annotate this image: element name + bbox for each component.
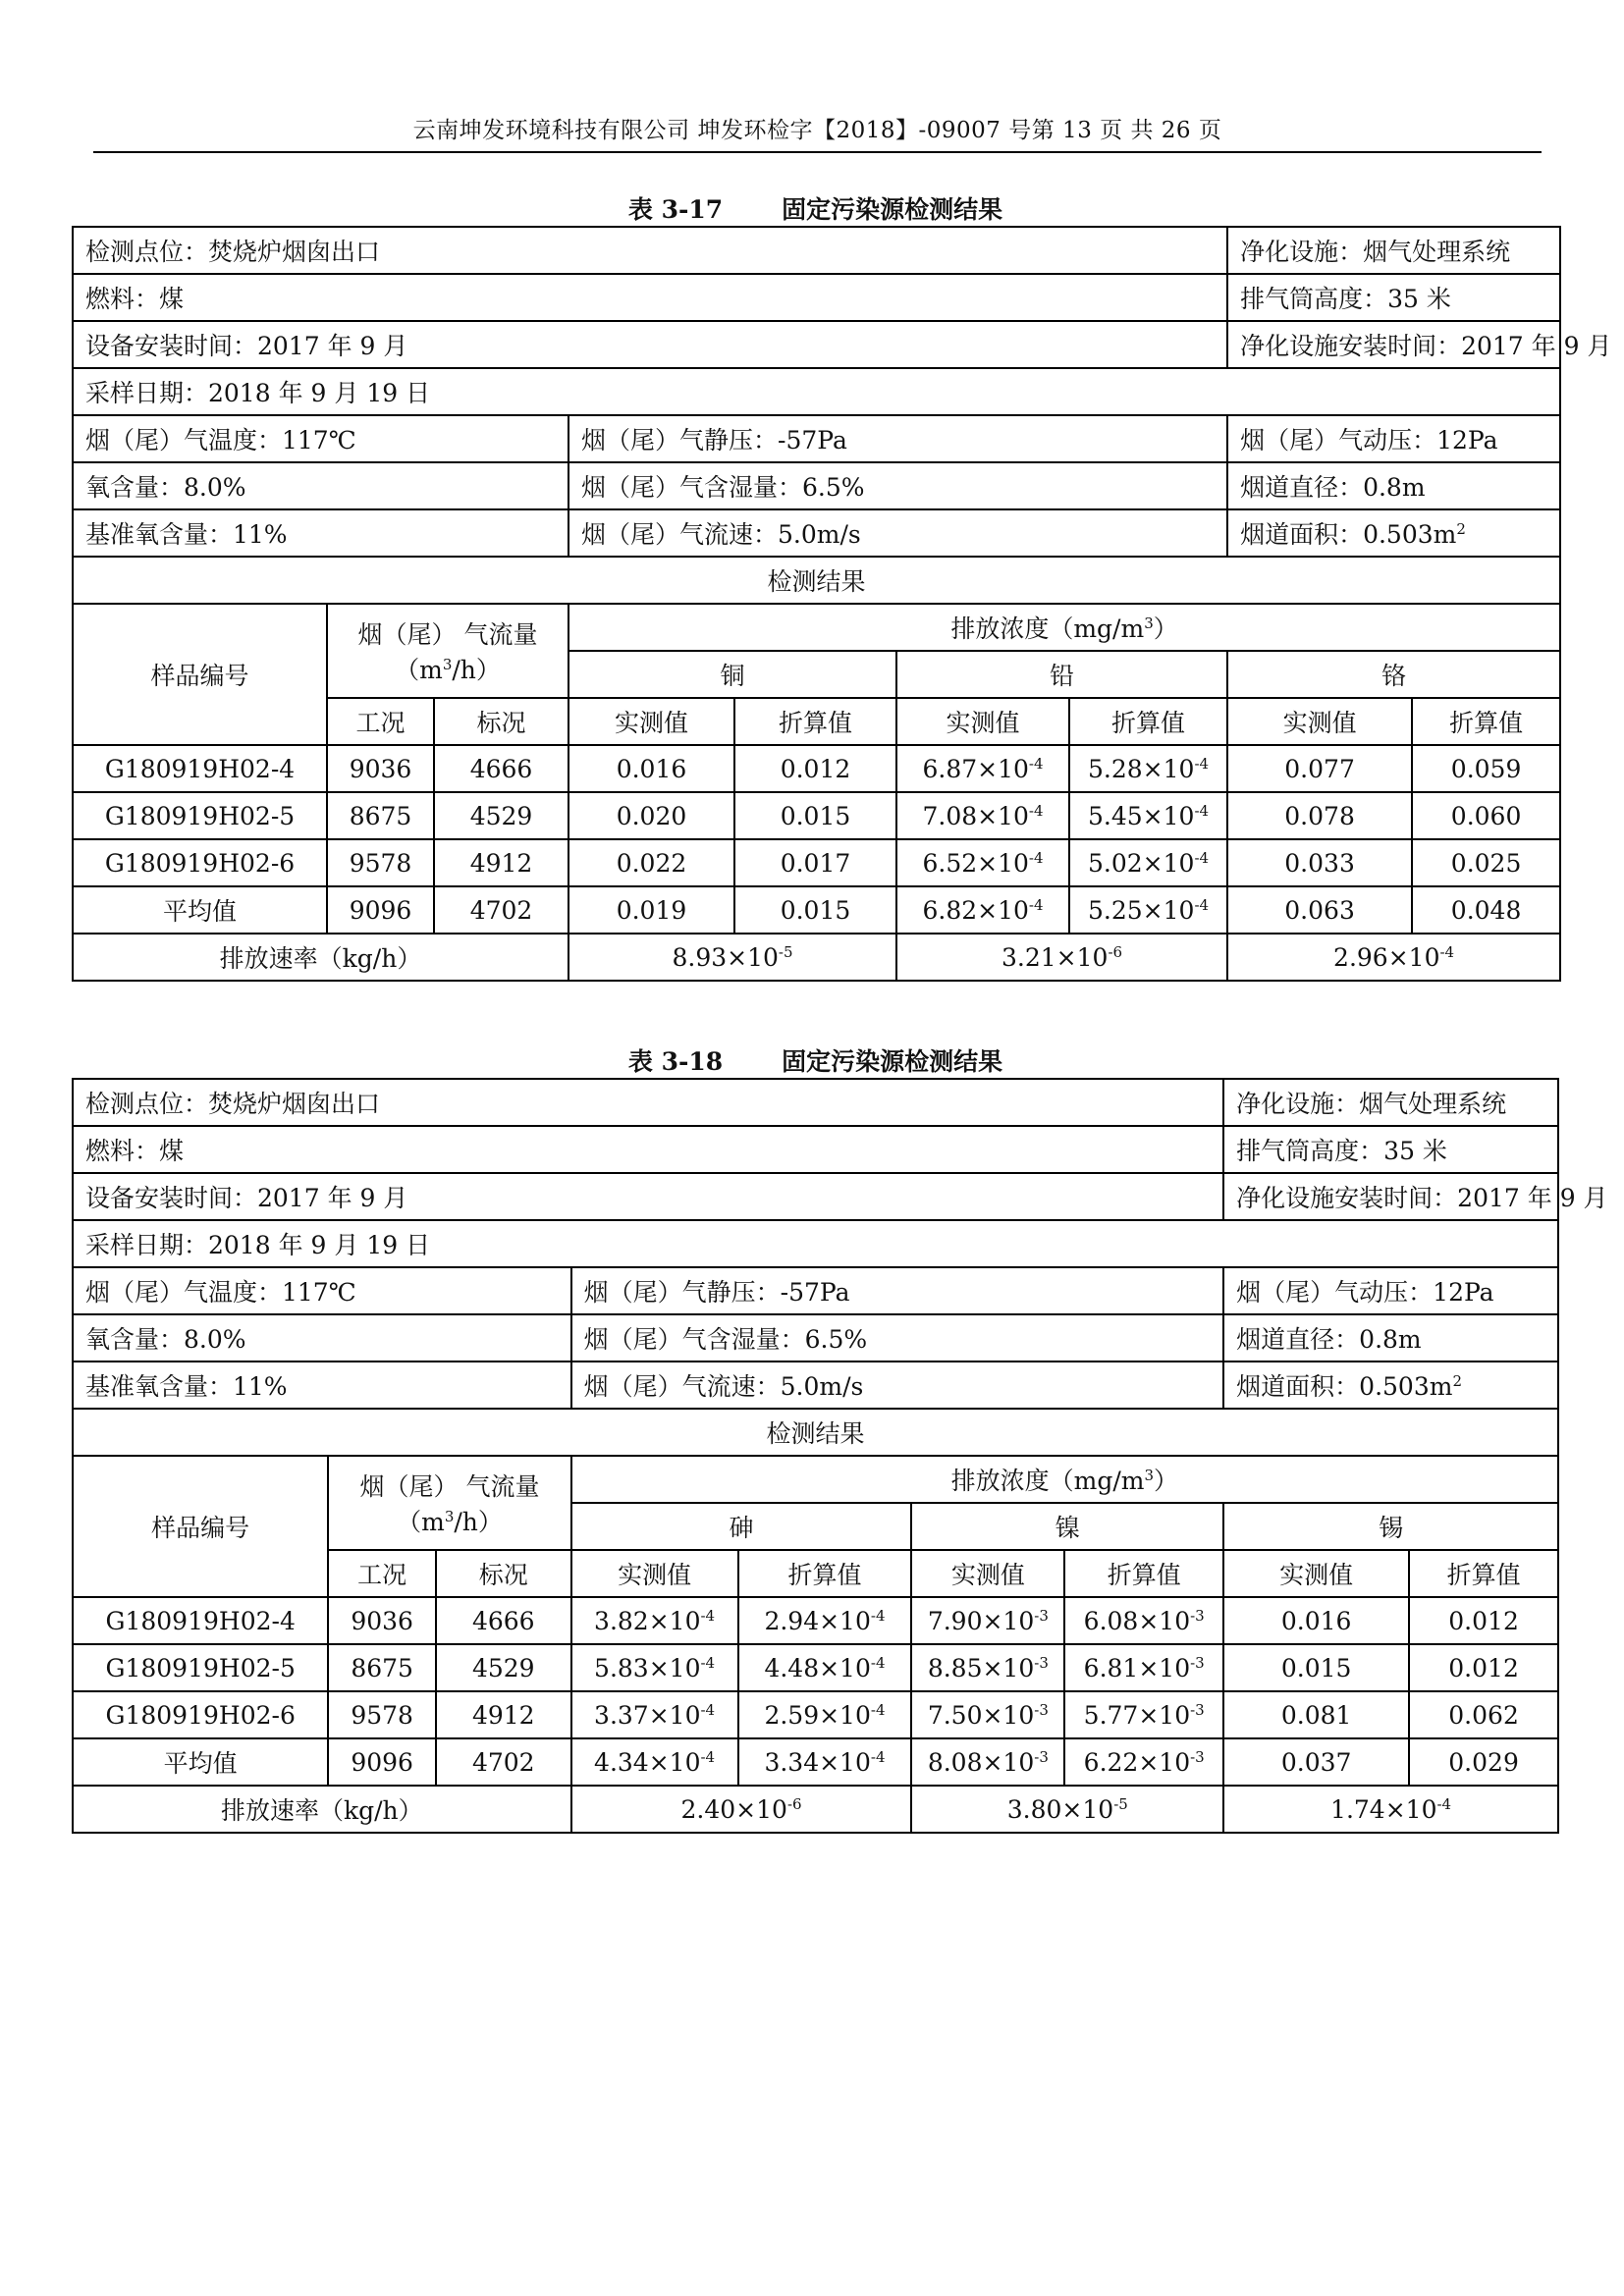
sample-id: G180919H02-6: [73, 839, 327, 886]
working-condition-header: 工况: [327, 698, 434, 745]
sampling-date: 采样日期：2018 年 9 月 19 日: [73, 368, 1560, 415]
sample-id-header: 样品编号: [73, 1456, 328, 1597]
flow-header-line1: 烟（尾） 气流量: [359, 1472, 540, 1501]
concentration-value: $3.82\times 10^{-4}$: [571, 1597, 738, 1644]
concentration-value: 0.062: [1409, 1691, 1558, 1738]
concentration-value: $6.08\times 10^{-3}$: [1064, 1597, 1223, 1644]
flow-working: 9578: [328, 1691, 436, 1738]
duct-area: 烟道面积：$0.503m^2$: [1227, 509, 1560, 557]
header-rule: [93, 151, 1542, 153]
sample-id: G180919H02-4: [73, 1597, 328, 1644]
concentration-value: $2.59\times 10^{-4}$: [738, 1691, 912, 1738]
table-number: 表 3-18: [627, 1047, 724, 1076]
info-row: [73, 227, 1560, 274]
converted-header: 折算值: [1412, 698, 1560, 745]
equipment-install-time: 设备安装时间：2017 年 9 月: [73, 1173, 1223, 1220]
flow-header-line2: $(m^3/h)$: [397, 1508, 503, 1536]
concentration-value: 0.078: [1227, 792, 1412, 839]
detection-point: 检测点位：焚烧炉烟囱出口: [73, 227, 1227, 274]
info-row: [73, 1173, 1558, 1220]
emission-rate-value: $3.80\times 10^{-5}$: [911, 1786, 1223, 1833]
flow-standard: 4912: [434, 839, 568, 886]
results-title-row: [73, 1409, 1558, 1456]
info-row: [73, 321, 1560, 368]
info-row: [73, 1126, 1558, 1173]
concentration-value: 0.077: [1227, 745, 1412, 792]
sample-id: G180919H02-6: [73, 1691, 328, 1738]
table-caption: [72, 1042, 1559, 1078]
converted-header: 折算值: [1409, 1550, 1558, 1597]
flow-standard: 4702: [434, 886, 568, 934]
emission-rate-value: $8.93\times 10^{-5}$: [568, 934, 896, 981]
concentration-value: 0.012: [734, 745, 896, 792]
table-row: [73, 745, 1560, 792]
sample-id: G180919H02-5: [73, 1644, 328, 1691]
emission-rate-value: $2.96\times 10^{-4}$: [1227, 934, 1560, 981]
flow-header: [328, 1456, 570, 1550]
info-row: [73, 1079, 1558, 1126]
measured-header: 实测值: [568, 698, 734, 745]
table-row: [73, 1691, 1558, 1738]
concentration-value: 0.048: [1412, 886, 1560, 934]
standard-condition-header: 标况: [434, 698, 568, 745]
element-header: 镍: [911, 1503, 1223, 1550]
flow-working: 9036: [327, 745, 434, 792]
results-title: 检测结果: [73, 557, 1560, 604]
duct-diameter: 烟道直径：0.8m: [1223, 1314, 1558, 1362]
concentration-value: 0.017: [734, 839, 896, 886]
concentration-value: 0.037: [1223, 1738, 1409, 1786]
concentration-value: 0.019: [568, 886, 734, 934]
measured-header: 实测值: [911, 1550, 1064, 1597]
purification-facility: 净化设施：烟气处理系统: [1223, 1079, 1558, 1126]
concentration-value: 0.081: [1223, 1691, 1409, 1738]
concentration-value: $6.81\times 10^{-3}$: [1064, 1644, 1223, 1691]
emission-rate-value: $2.40\times 10^{-6}$: [571, 1786, 912, 1833]
concentration-value: $6.52\times 10^{-4}$: [896, 839, 1069, 886]
purification-facility: 净化设施：烟气处理系统: [1227, 227, 1560, 274]
flow-standard: 4529: [436, 1644, 571, 1691]
working-condition-header: 工况: [328, 1550, 436, 1597]
converted-header: 折算值: [738, 1550, 912, 1597]
info-row: [73, 462, 1560, 509]
info-row: [73, 415, 1560, 462]
duct-diameter: 烟道直径：0.8m: [1227, 462, 1560, 509]
concentration-value: 0.063: [1227, 886, 1412, 934]
info-row: [73, 368, 1560, 415]
emission-rate-row: [73, 1786, 1558, 1833]
converted-header: 折算值: [1064, 1550, 1223, 1597]
concentration-value: $5.45\times 10^{-4}$: [1069, 792, 1227, 839]
flow-standard: 4912: [436, 1691, 571, 1738]
concentration-value: 0.016: [568, 745, 734, 792]
flow-working: 8675: [327, 792, 434, 839]
converted-header: 折算值: [734, 698, 896, 745]
fuel: 燃料：煤: [73, 1126, 1223, 1173]
concentration-value: $5.77\times 10^{-3}$: [1064, 1691, 1223, 1738]
concentration-value: $8.08\times 10^{-3}$: [911, 1738, 1064, 1786]
flow-working: 9036: [328, 1597, 436, 1644]
concentration-value: 0.015: [734, 886, 896, 934]
concentration-value: $7.50\times 10^{-3}$: [911, 1691, 1064, 1738]
table-row: [73, 1597, 1558, 1644]
detection-point: 检测点位：焚烧炉烟囱出口: [73, 1079, 1223, 1126]
concentration-value: $2.94\times 10^{-4}$: [738, 1597, 912, 1644]
info-row: [73, 1362, 1558, 1409]
oxygen-content: 氧含量：8.0%: [73, 462, 568, 509]
table-title: 固定污染源检测结果: [782, 195, 1003, 224]
table-row: [73, 1738, 1558, 1786]
flow-standard: 4529: [434, 792, 568, 839]
sample-id: 平均值: [73, 886, 327, 934]
reference-oxygen: 基准氧含量：11%: [73, 1362, 571, 1409]
measured-header: 实测值: [1227, 698, 1412, 745]
converted-header: 折算值: [1069, 698, 1227, 745]
info-row: [73, 1267, 1558, 1314]
stack-height: 排气筒高度：35 米: [1227, 274, 1560, 321]
sampling-date: 采样日期：2018 年 9 月 19 日: [73, 1220, 1558, 1267]
results-table-3-17: [72, 226, 1612, 982]
concentration-value: $6.87\times 10^{-4}$: [896, 745, 1069, 792]
equipment-install-time: 设备安装时间：2017 年 9 月: [73, 321, 1227, 368]
info-row: [73, 1220, 1558, 1267]
concentration-value: $7.90\times 10^{-3}$: [911, 1597, 1064, 1644]
table-caption: [72, 190, 1559, 226]
moisture-content: 烟（尾）气含湿量：6.5%: [571, 1314, 1224, 1362]
table-body: [73, 227, 1612, 981]
concentration-value: 0.059: [1412, 745, 1560, 792]
concentration-header: 排放浓度$(mg/m^3)$: [571, 1456, 1558, 1503]
concentration-value: $6.82\times 10^{-4}$: [896, 886, 1069, 934]
concentration-value: 0.015: [1223, 1644, 1409, 1691]
concentration-value: 0.025: [1412, 839, 1560, 886]
flow-working: 8675: [328, 1644, 436, 1691]
fuel: 燃料：煤: [73, 274, 1227, 321]
facility-install-time: 净化设施安装时间：2017 年 9 月: [1223, 1173, 1558, 1220]
stack-height: 排气筒高度：35 米: [1223, 1126, 1558, 1173]
concentration-value: $5.28\times 10^{-4}$: [1069, 745, 1227, 792]
element-header: 砷: [571, 1503, 912, 1550]
flow-header: [327, 604, 568, 698]
concentration-header: 排放浓度$(mg/m^3)$: [568, 604, 1560, 651]
gas-velocity: 烟（尾）气流速：5.0m/s: [571, 1362, 1224, 1409]
emission-rate-value: $1.74\times 10^{-4}$: [1223, 1786, 1558, 1833]
gas-temperature: 烟（尾）气温度：117℃: [73, 415, 568, 462]
page-header: 云南坤发环境科技有限公司 坤发环检字【2018】-09007 号第 13 页 共 26 页: [412, 118, 1222, 143]
table-row: [73, 1644, 1558, 1691]
gas-temperature: 烟（尾）气温度：117℃: [73, 1267, 571, 1314]
measured-header: 实测值: [1223, 1550, 1409, 1597]
table-row: [73, 792, 1560, 839]
flow-standard: 4666: [434, 745, 568, 792]
gas-velocity: 烟（尾）气流速：5.0m/s: [568, 509, 1227, 557]
standard-condition-header: 标况: [436, 1550, 571, 1597]
concentration-value: 0.012: [1409, 1644, 1558, 1691]
concentration-value: $4.34\times 10^{-4}$: [571, 1738, 738, 1786]
concentration-value: 0.020: [568, 792, 734, 839]
concentration-value: 0.015: [734, 792, 896, 839]
table-title: 固定污染源检测结果: [782, 1047, 1003, 1076]
column-header-row: [73, 1456, 1558, 1503]
concentration-value: 0.022: [568, 839, 734, 886]
emission-rate-label: 排放速率（kg/h）: [73, 1786, 571, 1833]
concentration-value: $8.85\times 10^{-3}$: [911, 1644, 1064, 1691]
concentration-value: 0.033: [1227, 839, 1412, 886]
sample-id: G180919H02-5: [73, 792, 327, 839]
facility-install-time: 净化设施安装时间：2017 年 9 月: [1227, 321, 1560, 368]
flow-working: 9096: [328, 1738, 436, 1786]
concentration-value: $3.34\times 10^{-4}$: [738, 1738, 912, 1786]
concentration-value: 0.016: [1223, 1597, 1409, 1644]
sample-id: G180919H02-4: [73, 745, 327, 792]
reference-oxygen: 基准氧含量：11%: [73, 509, 568, 557]
measured-header: 实测值: [571, 1550, 738, 1597]
sample-id-header: 样品编号: [73, 604, 327, 745]
emission-rate-label: 排放速率（kg/h）: [73, 934, 568, 981]
static-pressure: 烟（尾）气静压：-57Pa: [571, 1267, 1224, 1314]
flow-working: 9578: [327, 839, 434, 886]
duct-area: 烟道面积：$0.503m^2$: [1223, 1362, 1558, 1409]
concentration-value: 0.029: [1409, 1738, 1558, 1786]
element-header: 铜: [568, 651, 896, 698]
info-row: [73, 509, 1560, 557]
table-row: [73, 886, 1560, 934]
column-header-row: [73, 604, 1560, 651]
static-pressure: 烟（尾）气静压：-57Pa: [568, 415, 1227, 462]
concentration-value: $5.83\times 10^{-4}$: [571, 1644, 738, 1691]
element-header: 铅: [896, 651, 1227, 698]
flow-standard: 4666: [436, 1597, 571, 1644]
concentration-value: $7.08\times 10^{-4}$: [896, 792, 1069, 839]
concentration-value: 0.060: [1412, 792, 1560, 839]
oxygen-content: 氧含量：8.0%: [73, 1314, 571, 1362]
concentration-value: $4.48\times 10^{-4}$: [738, 1644, 912, 1691]
emission-rate-row: [73, 934, 1560, 981]
table-row: [73, 839, 1560, 886]
dynamic-pressure: 烟（尾）气动压：12Pa: [1223, 1267, 1558, 1314]
flow-working: 9096: [327, 886, 434, 934]
results-title-row: [73, 557, 1560, 604]
moisture-content: 烟（尾）气含湿量：6.5%: [568, 462, 1227, 509]
measured-header: 实测值: [896, 698, 1069, 745]
info-row: [73, 1314, 1558, 1362]
concentration-value: $5.02\times 10^{-4}$: [1069, 839, 1227, 886]
concentration-value: 0.012: [1409, 1597, 1558, 1644]
emission-rate-value: $3.21\times 10^{-6}$: [896, 934, 1227, 981]
concentration-value: $6.22\times 10^{-3}$: [1064, 1738, 1223, 1786]
flow-header-line1: 烟（尾） 气流量: [357, 620, 538, 649]
element-header: 铬: [1227, 651, 1560, 698]
concentration-value: $5.25\times 10^{-4}$: [1069, 886, 1227, 934]
info-row: [73, 274, 1560, 321]
table-body: [73, 1079, 1608, 1833]
sample-id: 平均值: [73, 1738, 328, 1786]
results-table-3-18: [72, 1078, 1608, 1834]
table-number: 表 3-17: [627, 195, 724, 224]
dynamic-pressure: 烟（尾）气动压：12Pa: [1227, 415, 1560, 462]
flow-header-line2: $(m^3/h)$: [395, 656, 501, 684]
results-title: 检测结果: [73, 1409, 1558, 1456]
flow-standard: 4702: [436, 1738, 571, 1786]
concentration-value: $3.37\times 10^{-4}$: [571, 1691, 738, 1738]
element-header: 锡: [1223, 1503, 1558, 1550]
